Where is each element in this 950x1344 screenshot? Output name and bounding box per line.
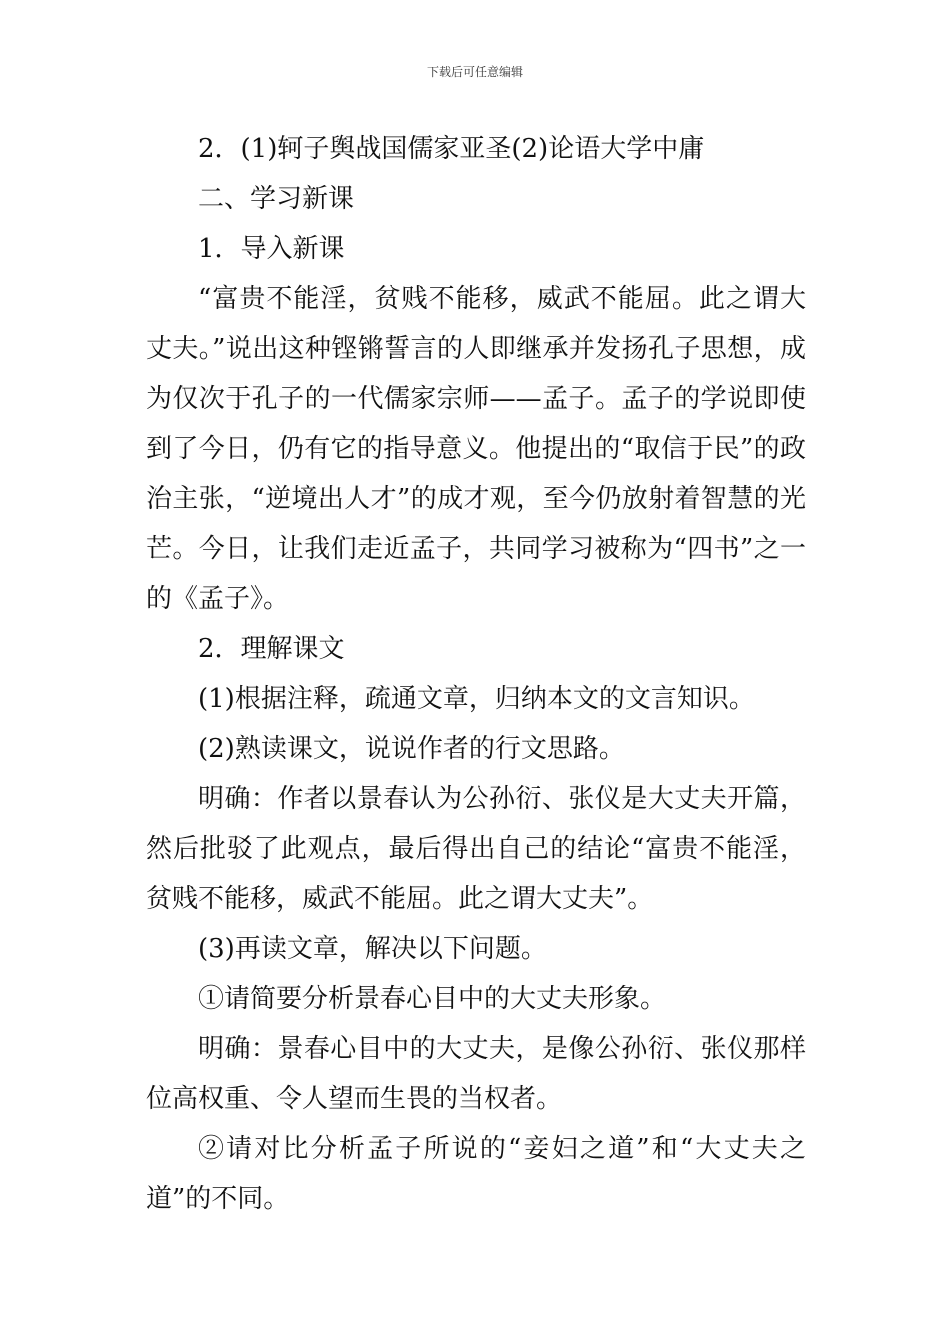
subheading-intro: 1．导入新课 (198, 234, 345, 264)
document-body (146, 124, 806, 1224)
intro-paragraph: “富贵不能淫，贫贱不能移，威武不能屈。此之谓大丈夫。”说出这种铿锵誓言的人即继承并发扬孔子思想，成为仅次于孔子的一代儒家宗师——孟子。孟子的学说即使到了今日，仍有它的指导意义。他提出的“取信于民”的政治主张，“逆境出人才”的成才观，至今仍放射着智慧的光芒。今日，让我们走近孟子，共同学习被称为“四书”之一的《孟子》。 (146, 284, 806, 614)
task-1: (1)根据注释，疏通文章，归纳本文的文言知识。 (198, 684, 755, 714)
answer-2: 明确：作者以景春认为公孙衍、张仪是大丈夫开篇，然后批驳了此观点，最后得出自己的结论“富贵不能淫，贫贱不能移，威武不能屈。此之谓大丈夫”。 (146, 784, 806, 914)
task-2: (2)熟读课文，说说作者的行文思路。 (198, 734, 625, 764)
answer-question-1: 明确：景春心目中的大丈夫，是像公孙衍、张仪那样位高权重、令人望而生畏的当权者。 (146, 1034, 806, 1114)
answer-line: 2．(1)轲子舆战国儒家亚圣(2)论语大学中庸 (198, 134, 705, 164)
question-2: ②请对比分析孟子所说的“妾妇之道”和“大丈夫之道”的不同。 (146, 1134, 806, 1214)
section-heading-new-lesson: 二、学习新课 (198, 184, 355, 214)
task-3: (3)再读文章，解决以下问题。 (198, 934, 547, 964)
question-1: ①请简要分析景春心目中的大丈夫形象。 (198, 984, 667, 1014)
subheading-understand-text: 2．理解课文 (198, 634, 345, 664)
page-header: 下载后可任意编辑 (426, 65, 523, 79)
